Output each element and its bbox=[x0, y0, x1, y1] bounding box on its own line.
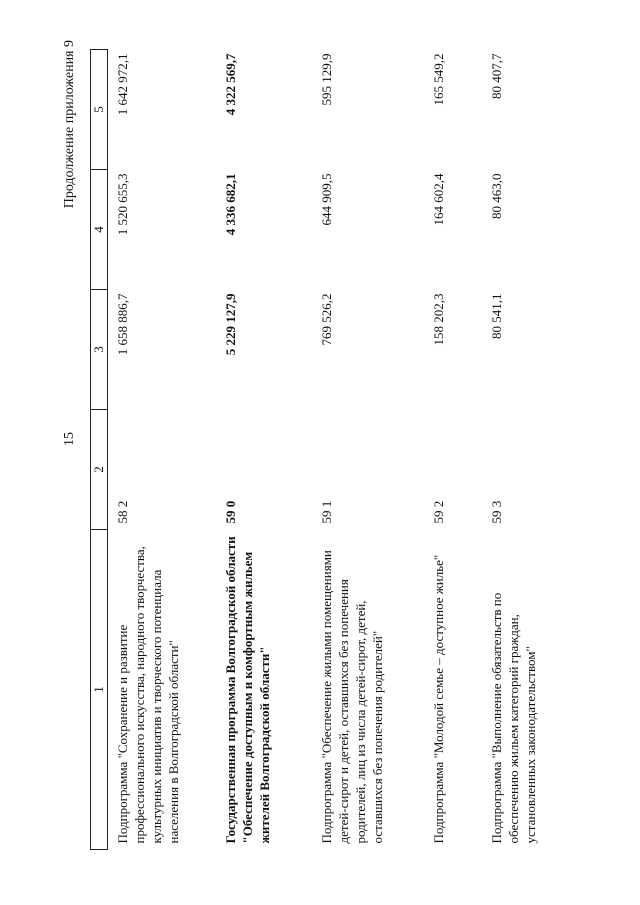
row-value-col5: 4 322 569,7 bbox=[222, 53, 238, 116]
row-code: 58 2 bbox=[115, 500, 130, 524]
header-cell: 2 bbox=[91, 410, 108, 530]
row-code: 59 0 bbox=[222, 500, 238, 524]
row-value-col4: 4 336 682,1 bbox=[222, 173, 238, 236]
row-value-col3: 769 526,2 bbox=[318, 293, 334, 346]
table-row bbox=[108, 50, 216, 850]
row-name: Государственная программа Волгоградской области "Обеспечение доступным и комфортным жильем жителей Волгоградской области" bbox=[222, 536, 272, 844]
row-name: Подпрограмма "Сохранение и развитие профессионального искусства, народного творчества, культурных инициатив и творческого потенциала населения в Волгоградской области" bbox=[115, 546, 181, 844]
row-value-col5: 595 129,9 bbox=[318, 53, 334, 106]
row-value-col3: 80 541,1 bbox=[488, 293, 504, 339]
rotated-landscape-content bbox=[60, 40, 570, 850]
row-value-col4: 164 602,4 bbox=[430, 173, 446, 226]
table-row bbox=[482, 50, 554, 850]
page-number: 15 bbox=[62, 432, 77, 446]
appendix-label: Продолжение приложения 9 bbox=[62, 40, 77, 209]
row-value-col3: 1 658 886,7 bbox=[115, 293, 130, 356]
row-name: Подпрограмма "Обеспечение жилыми помещениями детей-сирот и детей, оставшихся без попечения родителей, лиц из числа детей-сирот, детей, оставшихся без попечения родителей" bbox=[318, 550, 385, 844]
row-value-col4: 644 909,5 bbox=[318, 173, 334, 226]
row-value-col5: 165 549,2 bbox=[430, 53, 446, 106]
row-value-col5: 80 407,7 bbox=[488, 53, 504, 99]
row-value-col5: 1 642 972,1 bbox=[115, 53, 130, 116]
row-code: 59 1 bbox=[318, 500, 334, 524]
table-header-row bbox=[91, 50, 108, 850]
table-row bbox=[216, 50, 312, 850]
header-cell: 3 bbox=[91, 290, 108, 410]
row-code: 59 2 bbox=[430, 500, 446, 524]
table-row bbox=[312, 50, 424, 850]
row-code: 59 3 bbox=[488, 500, 504, 524]
row-value-col3: 158 202,3 bbox=[430, 293, 446, 346]
table-row bbox=[424, 50, 482, 850]
header-cell: 1 bbox=[91, 530, 108, 850]
row-value-col4: 80 463,0 bbox=[488, 173, 504, 219]
row-value-col4: 1 520 655,3 bbox=[115, 173, 130, 236]
row-name: Подпрограмма "Молодой семье – доступное жилье" bbox=[430, 554, 446, 844]
header-cell: 5 bbox=[91, 50, 108, 170]
header-cell: 4 bbox=[91, 170, 108, 290]
budget-table bbox=[90, 49, 554, 850]
row-name: Подпрограмма "Выполнение обязательств по обеспечению жильем категорий граждан, установленных законодательством" bbox=[488, 592, 538, 844]
row-value-col3: 5 229 127,9 bbox=[222, 293, 238, 356]
